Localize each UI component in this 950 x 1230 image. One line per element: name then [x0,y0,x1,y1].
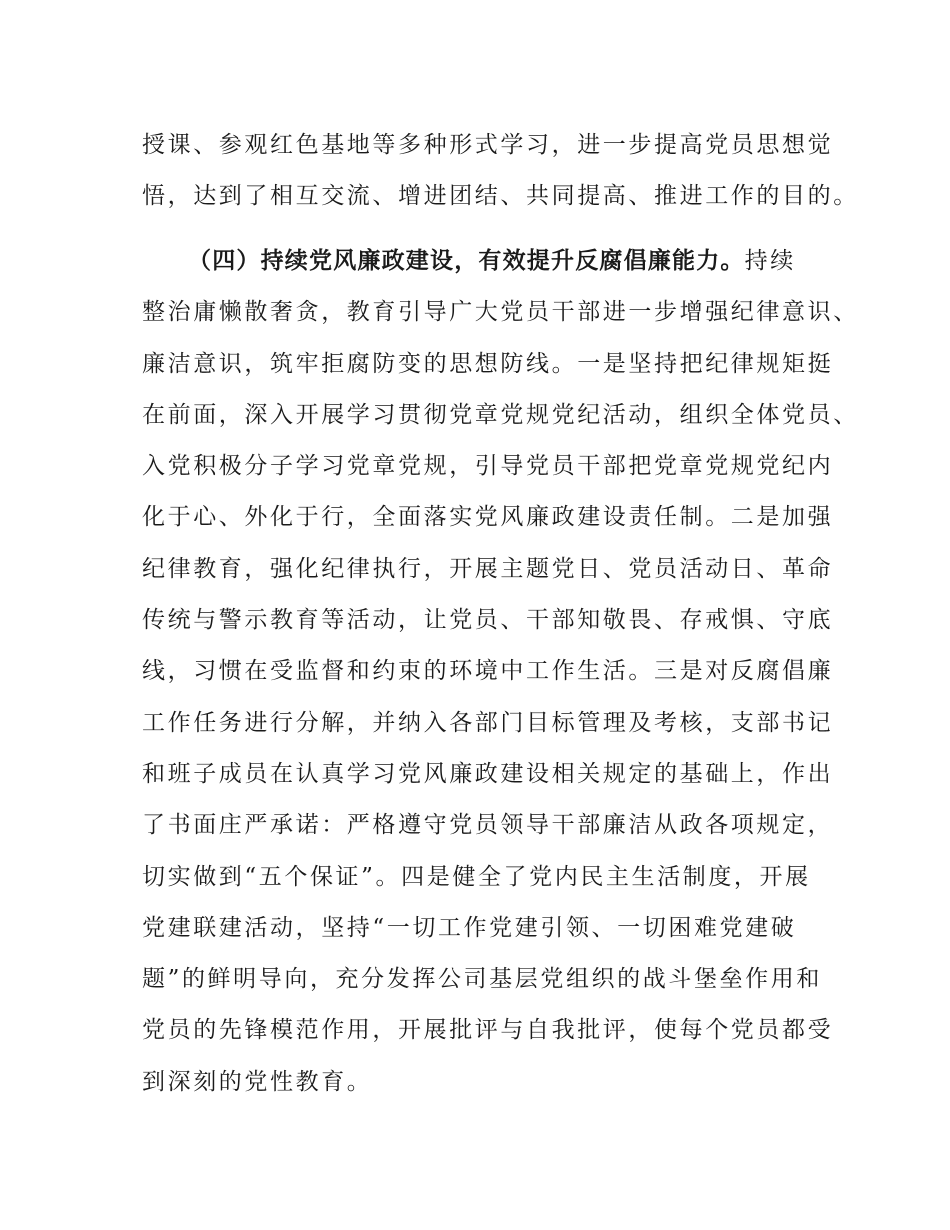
paragraph-line: 纪律教育，强化纪律执行，开展主题党日、党员活动日、革命 [142,555,834,582]
paragraph-first-line [142,236,822,287]
paragraph-line: 整治庸懒散奢贪，教育引导广大党员干部进一步增强纪律意识、 [142,299,859,326]
paragraph-line: 线，习惯在受监督和约束的环境中工作生活。三是对反腐倡廉 [142,658,834,685]
paragraph-line: 党员的先锋模范作用，开展批评与自我批评，使每个党员都受 [142,1017,834,1044]
heading-continuation: 持续 [744,248,796,274]
paragraph-1 [142,120,859,223]
paragraph-2 [142,236,859,1108]
paragraph-line: 在前面，深入开展学习贯彻党章党规党纪活动，组织全体党员、 [142,401,859,428]
section-heading: （四）持续党风廉政建设，有效提升反腐倡廉能力。 [188,248,745,274]
paragraph-line: 党建联建活动，坚持“一切工作党建引领、一切困难党建破 [142,914,797,941]
paragraph-line: 切实做到“五个保证”。四是健全了党内民主生活制度，开展 [142,863,811,890]
paragraph-line: 了书面庄严承诺：严格遵守党员领导干部廉洁从政各项规定， [142,812,834,839]
paragraph-line: 到深刻的党性教育。 [142,1068,373,1095]
paragraph-line: 悟，达到了相互交流、增进团结、共同提高、推进工作的目的。 [142,183,859,210]
paragraph-line: 入党积极分子学习党章党规，引导党员干部把党章党规党纪内 [142,453,834,480]
paragraph-line: 化于心、外化于行，全面落实党风廉政建设责任制。二是加强 [142,504,834,531]
paragraph-line: 授课、参观红色基地等多种形式学习，进一步提高党员思想觉 [142,132,834,158]
paragraph-line: 传统与警示教育等活动，让党员、干部知敬畏、存戒惧、守底 [142,607,834,634]
paragraph-line: 廉洁意识，筑牢拒腐防变的思想防线。一是坚持把纪律规矩挺 [142,350,834,377]
paragraph-line: 题”的鲜明导向，充分发挥公司基层党组织的战斗堡垒作用和 [142,966,822,993]
paragraph-line: 工作任务进行分解，并纳入各部门目标管理及考核，支部书记 [142,709,834,736]
paragraph-line: 和班子成员在认真学习党风廉政建设相关规定的基础上，作出 [142,760,834,787]
